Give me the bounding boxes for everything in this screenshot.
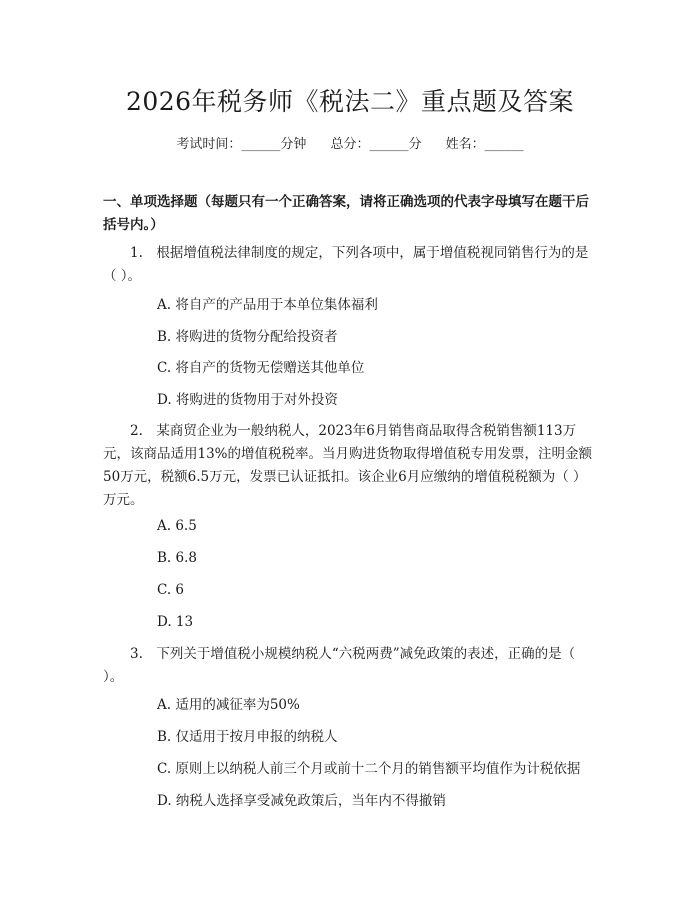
question-1-option-c: C. 将自产的货物无偿赠送其他单位 (157, 360, 365, 376)
question-3-option-c: C. 原则上以纳税人前三个月或前十二个月的销售额平均值作为计税依据 (157, 761, 581, 777)
exam-time: 考试时间：______分钟 (176, 137, 307, 152)
exam-name: 姓名：______ (445, 137, 524, 152)
question-2-option-c: C. 6 (157, 582, 185, 598)
document-title: 2026年税务师《税法二》重点题及答案 (125, 87, 575, 116)
question-3-option-d: D. 纳税人选择享受减免政策后，当年内不得撤销 (157, 793, 446, 809)
question-3-option-a: A. 适用的减征率为50% (157, 697, 300, 713)
section-heading: 一、单项选择题（每题只有一个正确答案，请将正确选项的代表字母填写在题干后括号内。） (103, 194, 589, 233)
question-3-stem: 3. 下列关于增值税小规模纳税人“六税两费”减免政策的表述，正确的是（ ）。 (103, 646, 576, 685)
question-2-option-b: B. 6.8 (157, 550, 197, 566)
question-2-option-a: A. 6.5 (157, 518, 197, 534)
question-1-stem: 1. 根据增值税法律制度的规定，下列各项中，属于增值税视同销售行为的是（ ）。 (103, 245, 589, 284)
question-3-option-b: B. 仅适用于按月申报的纳税人 (157, 729, 338, 745)
question-1-option-a: A. 将自产的产品用于本单位集体福利 (157, 297, 378, 313)
exam-score: 总分：______分 (330, 137, 422, 152)
question-2-stem: 2. 某商贸企业为一般纳税人，2023年6月销售商品取得含税销售额113万元，该商品适用13%的增值税税率。当月购进货物取得增值税专用发票，注明金额50万元，税额6.5万元，发票已认证抵扣。该企业6月应缴纳的增值税税额为（ ）万元。 (103, 423, 593, 508)
exam-meta (0, 133, 700, 152)
question-2-option-d: D. 13 (157, 614, 194, 630)
question-1-option-b: B. 将购进的货物分配给投资者 (157, 329, 338, 345)
question-1-option-d: D. 将购进的货物用于对外投资 (157, 392, 338, 408)
